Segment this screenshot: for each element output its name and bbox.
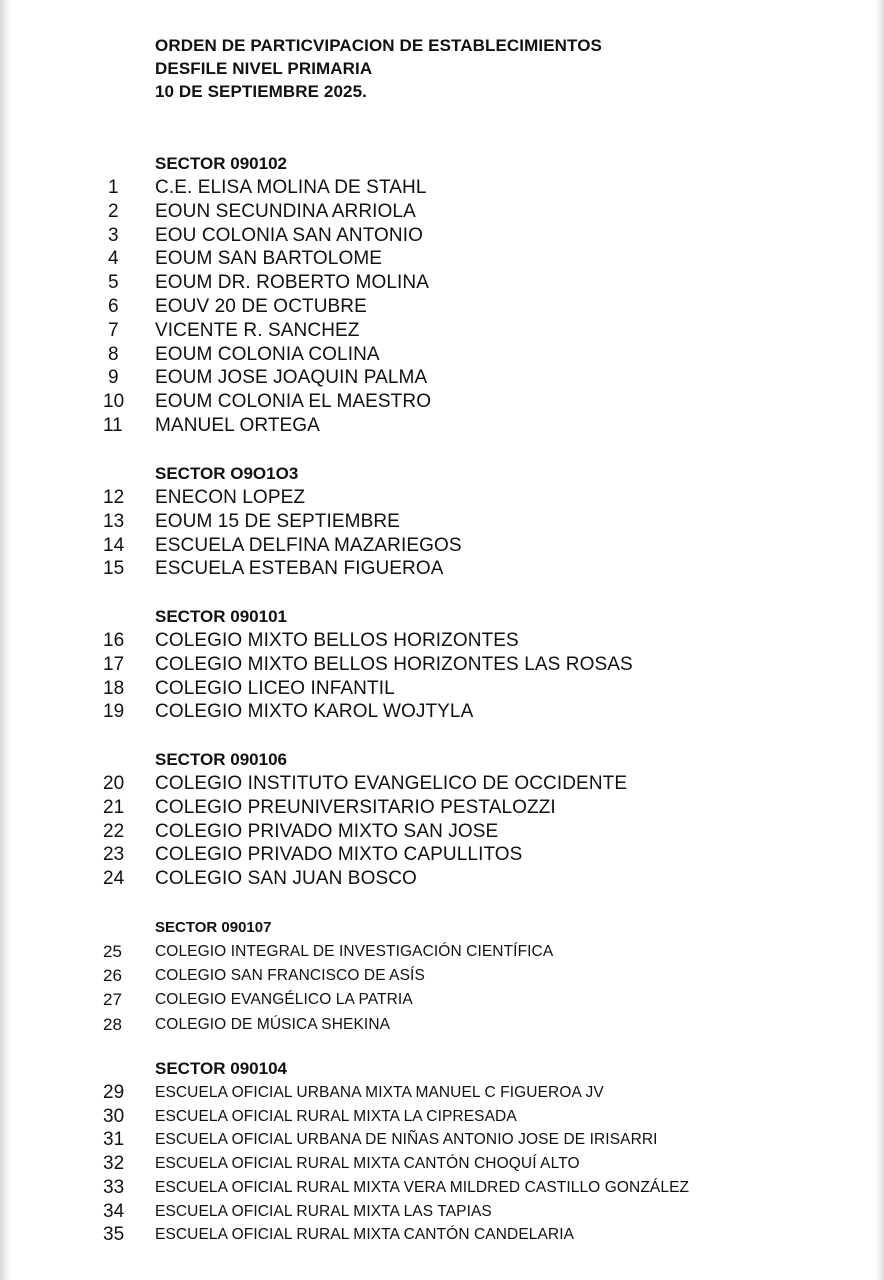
item-number: 9	[108, 367, 119, 389]
list-item	[100, 843, 627, 867]
item-number: 21	[103, 796, 125, 818]
sector-block	[100, 748, 627, 891]
item-number: 16	[103, 630, 125, 651]
item-number: 25	[103, 942, 122, 961]
item-name: EOU COLONIA SAN ANTONIO	[155, 224, 424, 246]
item-name: COLEGIO INTEGRAL DE INVESTIGACIÓN CIENTÍFICA	[155, 943, 554, 960]
item-number: 23	[103, 844, 125, 866]
list-item	[100, 1013, 553, 1037]
list-item	[100, 677, 633, 701]
item-name: COLEGIO SAN JUAN BOSCO	[155, 868, 417, 890]
item-number: 24	[103, 868, 125, 890]
item-name: EOUM 15 DE SEPTIEMBRE	[155, 510, 400, 532]
list-item	[100, 940, 553, 964]
item-name: COLEGIO SAN FRANCISCO DE ASÍS	[155, 967, 425, 985]
item-name: ESCUELA OFICIAL RURAL MIXTA CANTÓN CANDELARIA	[155, 1226, 575, 1244]
sector-title: SECTOR 090104	[155, 1059, 287, 1078]
item-name: MANUEL ORTEGA	[155, 414, 320, 436]
item-name: ESCUELA OFICIAL URBANA MIXTA MANUEL C FIGUEROA JV	[155, 1084, 604, 1101]
list-item	[100, 390, 431, 414]
list-item	[100, 1200, 689, 1224]
page-shadow-right	[874, 0, 884, 1280]
item-name: C.E. ELISA MOLINA DE STAHL	[155, 177, 427, 198]
list-item	[100, 366, 431, 390]
item-number: 6	[108, 295, 119, 317]
item-name: VICENTE R. SANCHEZ	[155, 319, 360, 341]
item-name: EOUV 20 DE OCTUBRE	[155, 295, 367, 317]
item-number: 18	[103, 677, 125, 699]
item-number: 15	[103, 558, 125, 580]
list-item	[100, 271, 431, 295]
item-name: EOUM DR. ROBERTO MOLINA	[155, 272, 429, 294]
header-line-1: ORDEN DE PARTICVIPACION DE ESTABLECIMIENTOS	[155, 36, 602, 55]
list-item	[100, 319, 431, 343]
list-item	[100, 224, 431, 248]
list-item	[100, 510, 462, 534]
list-item	[100, 1152, 689, 1176]
list-item	[100, 867, 627, 891]
list-item	[100, 700, 633, 724]
sector-title: SECTOR 090101	[155, 607, 287, 626]
header-line-2: DESFILE NIVEL PRIMARIA	[155, 59, 373, 78]
list-item	[100, 1105, 689, 1129]
item-name: COLEGIO EVANGÉLICO LA PATRIA	[155, 991, 413, 1009]
list-item	[100, 295, 431, 319]
item-name: ENECON LOPEZ	[155, 487, 306, 508]
item-name: EOUM JOSE JOAQUIN PALMA	[155, 367, 428, 389]
list-item	[100, 1081, 689, 1105]
item-number: 1	[108, 177, 119, 198]
item-number: 4	[108, 248, 119, 270]
item-number: 22	[103, 820, 125, 842]
item-name: EOUM SAN BARTOLOME	[155, 248, 383, 270]
item-name: COLEGIO DE MÚSICA SHEKINA	[155, 1015, 391, 1033]
sector-block	[100, 462, 462, 581]
item-number: 27	[103, 990, 122, 1010]
item-name: EOUM COLONIA COLINA	[155, 343, 380, 365]
item-name: COLEGIO MIXTO BELLOS HORIZONTES LAS ROSAS	[155, 653, 633, 675]
sector-title: SECTOR 090102	[155, 154, 287, 173]
list-item	[100, 1128, 689, 1152]
item-number: 35	[103, 1224, 125, 1246]
item-number: 19	[103, 701, 125, 723]
item-number: 8	[108, 343, 119, 365]
item-number: 7	[108, 319, 119, 341]
item-name: ESCUELA ESTEBAN FIGUEROA	[155, 558, 444, 580]
list-item	[100, 988, 553, 1012]
sector-block	[100, 1057, 689, 1247]
list-item	[100, 414, 431, 438]
item-number: 28	[103, 1014, 122, 1034]
sector-title: SECTOR 090107	[155, 919, 272, 936]
item-name: ESCUELA OFICIAL RURAL MIXTA CANTÓN CHOQUÍ ALTO	[155, 1155, 580, 1173]
document-header	[155, 34, 602, 103]
item-number: 10	[103, 391, 125, 413]
item-number: 17	[103, 653, 125, 675]
item-name: EOUN SECUNDINA ARRIOLA	[155, 200, 416, 222]
list-item	[100, 796, 627, 820]
item-name: ESCUELA OFICIAL RURAL MIXTA LAS TAPIAS	[155, 1202, 492, 1220]
item-number: 14	[103, 534, 125, 556]
item-name: COLEGIO MIXTO BELLOS HORIZONTES	[155, 630, 519, 651]
item-name: EOUM COLONIA EL MAESTRO	[155, 391, 432, 413]
item-name: COLEGIO INSTITUTO EVANGELICO DE OCCIDENTE	[155, 773, 628, 794]
item-number: 32	[103, 1153, 125, 1175]
item-name: ESCUELA DELFINA MAZARIEGOS	[155, 534, 462, 556]
sector-block	[100, 916, 553, 1037]
list-item	[100, 557, 462, 581]
item-number: 26	[103, 966, 122, 986]
item-number: 12	[103, 487, 125, 508]
item-number: 20	[103, 773, 125, 794]
list-item	[100, 772, 627, 796]
item-name: ESCUELA OFICIAL URBANA DE NIÑAS ANTONIO JOSE DE IRISARRI	[155, 1131, 658, 1149]
item-number: 5	[108, 272, 119, 294]
sector-block	[100, 152, 431, 438]
list-item	[100, 247, 431, 271]
item-name: COLEGIO PRIVADO MIXTO SAN JOSE	[155, 820, 499, 842]
list-item	[100, 176, 431, 200]
item-number: 2	[108, 200, 119, 222]
sector-block	[100, 605, 633, 724]
item-name: COLEGIO PREUNIVERSITARIO PESTALOZZI	[155, 796, 556, 818]
item-name: COLEGIO PRIVADO MIXTO CAPULLITOS	[155, 844, 523, 866]
item-number: 13	[103, 510, 125, 532]
list-item	[100, 964, 553, 988]
item-number: 33	[103, 1176, 125, 1198]
item-number: 11	[103, 414, 123, 436]
header-line-3: 10 DE SEPTIEMBRE 2025.	[155, 82, 367, 101]
list-item	[100, 1176, 689, 1200]
item-number: 3	[108, 224, 119, 246]
sector-title: SECTOR O9O1O3	[155, 464, 299, 483]
list-item	[100, 343, 431, 367]
list-item	[100, 820, 627, 844]
list-item	[100, 629, 633, 653]
list-item	[100, 1223, 689, 1247]
item-name: COLEGIO LICEO INFANTIL	[155, 677, 395, 699]
item-number: 29	[103, 1082, 125, 1103]
list-item	[100, 200, 431, 224]
sector-title: SECTOR 090106	[155, 750, 287, 769]
item-number: 30	[103, 1105, 125, 1127]
list-item	[100, 486, 462, 510]
item-number: 34	[103, 1200, 125, 1222]
item-name: ESCUELA OFICIAL RURAL MIXTA LA CIPRESADA	[155, 1107, 517, 1125]
item-name: COLEGIO MIXTO KAROL WOJTYLA	[155, 701, 474, 723]
list-item	[100, 534, 462, 558]
list-item	[100, 653, 633, 677]
page-shadow-left	[0, 0, 12, 1280]
item-name: ESCUELA OFICIAL RURAL MIXTA VERA MILDRED CASTILLO GONZÁLEZ	[155, 1178, 690, 1196]
item-number: 31	[103, 1129, 125, 1151]
